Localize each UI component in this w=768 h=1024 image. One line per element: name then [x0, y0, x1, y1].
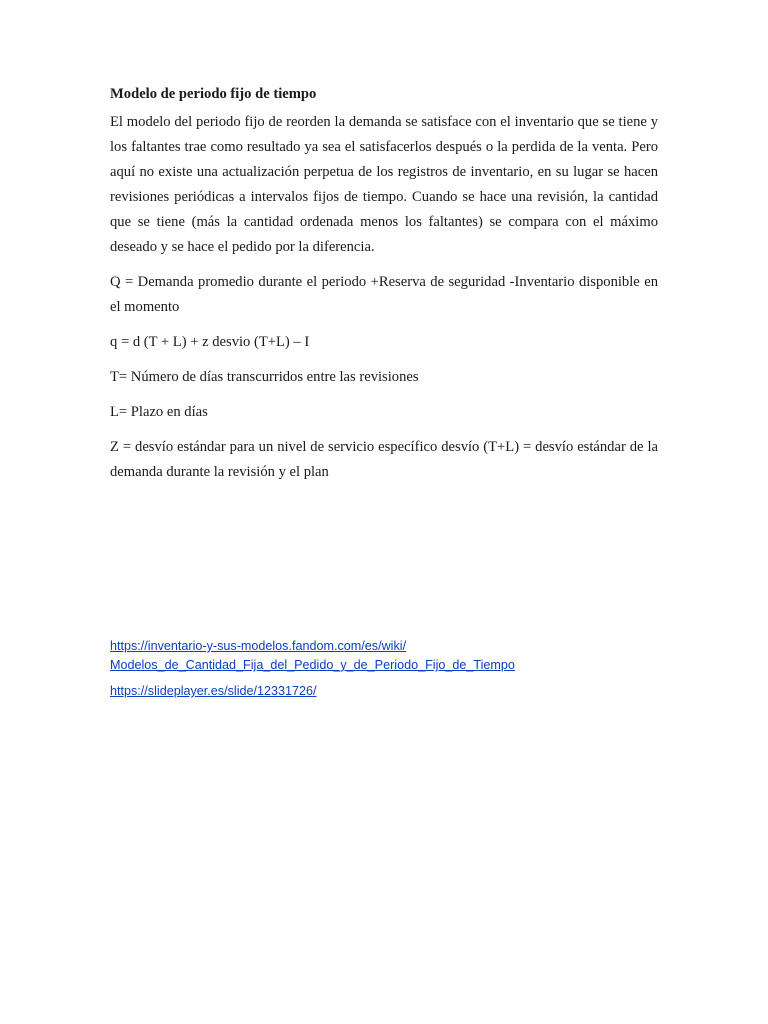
slideplayer-link[interactable]: https://slideplayer.es/slide/12331726/ — [110, 684, 317, 698]
definition-z: Z = desvío estándar para un nivel de servicio específico desvío (T+L) = desvío estándar de la demanda durante la revisión y el plan — [110, 439, 658, 480]
document-body — [110, 84, 658, 495]
fandom-link-continued[interactable]: Modelos_de_Cantidad_Fija_del_Pedido_y_de_Periodo_Fijo_de_Tiempo — [110, 658, 515, 672]
document-title: Modelo de periodo fijo de tiempo — [110, 86, 317, 102]
fandom-link[interactable]: https://inventario-y-sus-modelos.fandom.com/es/wiki/ — [110, 639, 407, 653]
definition-l: L= Plazo en días — [110, 404, 208, 420]
definition-t: T= Número de días transcurridos entre las revisiones — [110, 369, 419, 385]
formula-q-equation: q = d (T + L) + z desvio (T+L) – I — [110, 334, 310, 350]
intro-paragraph: El modelo del periodo fijo de reorden la demanda se satisface con el inventario que se tiene y los faltantes trae como resultado ya sea el satisfacerlos después o la perdida de la venta. Pero aquí no existe una actualización perpetua de los registros de inventario, en su lugar se hacen revisiones periódicas a intervalos fijos de tiempo. Cuando se hace una revisión, la cantidad que se tiene (más la cantidad ordenada menos los faltantes) se compara con el máximo deseado y se hace el pedido por la diferencia. — [110, 114, 658, 255]
formula-q-definition: Q = Demanda promedio durante el periodo +Reserva de seguridad -Inventario disponible en el momento — [110, 274, 658, 315]
reference-links — [110, 637, 670, 701]
